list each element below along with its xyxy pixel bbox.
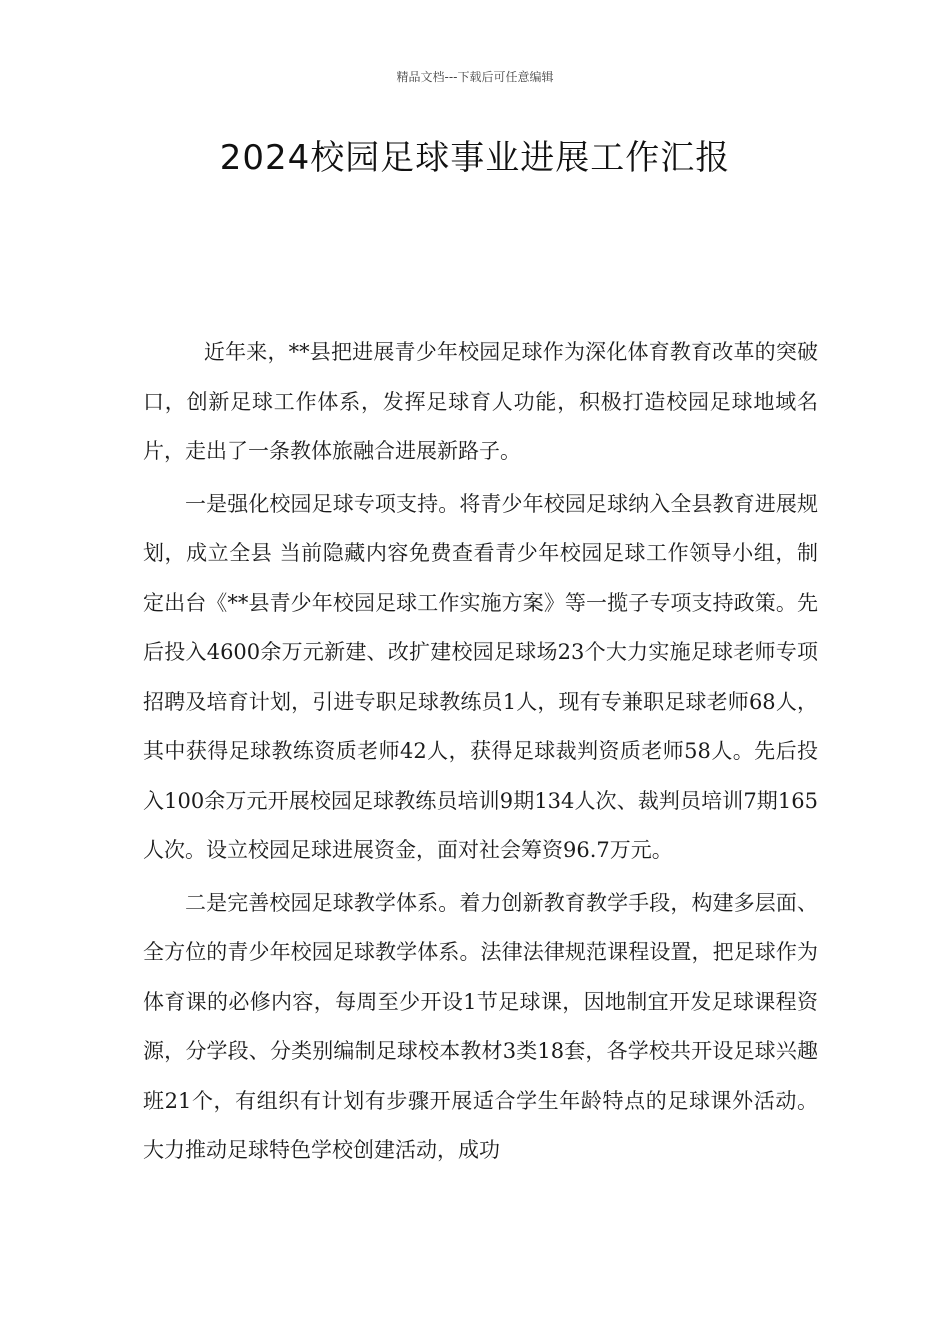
paragraph-support: 一是强化校园足球专项支持。将青少年校园足球纳入全县教育进展规划，成立全县 当前隐藏内容免费查看青少年校园足球工作领导小组，制定出台《**县青少年校园足球工作实施方案》等一揽子专项支持政策。先后投入4600余万元新建、改扩建校园足球场23个大力实施足球老师专项招聘及培育计划，引进专职足球教练员1人，现有专兼职足球老师68人，其中获得足球教练资质老师42人，获得足球裁判资质老师58人。先后投入100余万元开展校园足球教练员培训9期134人次、裁判员培训7期165人次。设立校园足球进展资金，面对社会筹资96.7万元。: [143, 491, 818, 862]
document-body: [143, 328, 818, 1176]
paragraph-teaching: 二是完善校园足球教学体系。着力创新教育教学手段，构建多层面、全方位的青少年校园足球教学体系。法律法律规范课程设置，把足球作为体育课的必修内容，每周至少开设1节足球课，因地制宜开发足球课程资源，分学段、分类别编制足球校本教材3类18套，各学校共开设足球兴趣班21个，有组织有计划有步骤开展适合学生年龄特点的足球课外活动。大力推动足球特色学校创建活动，成功: [143, 890, 818, 1162]
page-header-note: 精品文档---下载后可任意编辑: [396, 70, 554, 84]
document-title: 2024校园足球事业进展工作汇报: [219, 138, 731, 178]
paragraph-intro: 近年来，**县把进展青少年校园足球作为深化体育教育改革的突破口，创新足球工作体系，发挥足球育人功能，积极打造校园足球地域名片，走出了一条教体旅融合进展新路子。: [143, 340, 818, 463]
